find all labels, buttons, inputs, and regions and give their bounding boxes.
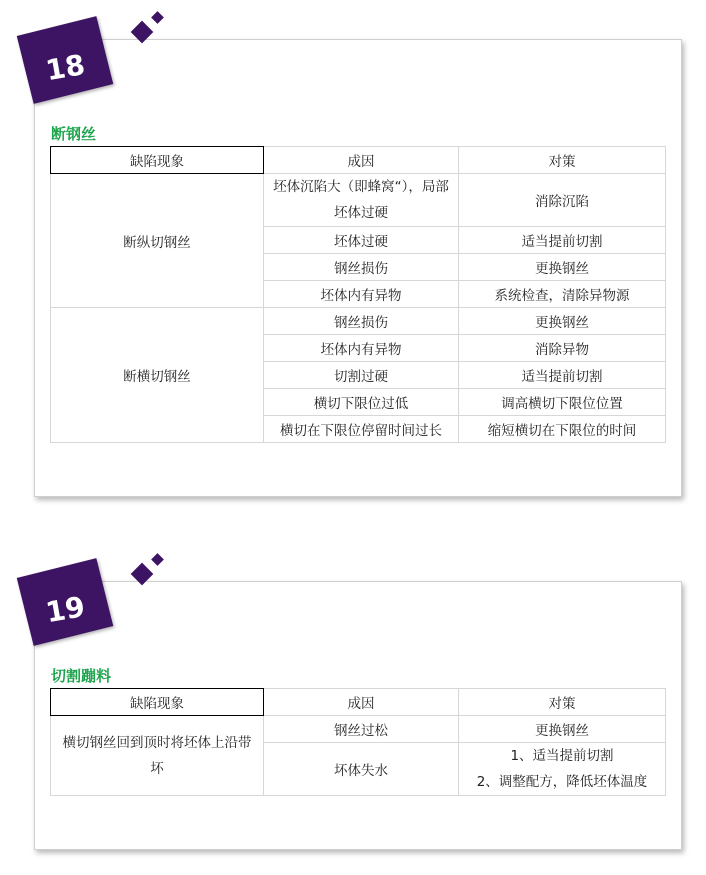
remedy-cell: 更换钢丝 bbox=[459, 716, 666, 743]
header-remedy: 对策 bbox=[459, 689, 666, 716]
remedy-cell: 消除异物 bbox=[459, 335, 666, 362]
remedy-cell: 缩短横切在下限位的时间 bbox=[459, 416, 666, 443]
section-title: 切割蹦料 bbox=[51, 667, 112, 685]
cause-cell: 钢丝损伤 bbox=[264, 254, 459, 281]
diamond-small-decoration bbox=[151, 553, 164, 566]
cause-cell: 钢丝损伤 bbox=[264, 308, 459, 335]
cause-cell: 横切在下限位停留时间过长 bbox=[264, 416, 459, 443]
table-row bbox=[51, 174, 666, 227]
cause-cell: 钢丝过松 bbox=[264, 716, 459, 743]
cause-cell: 坏体失水 bbox=[264, 743, 459, 796]
remedy-cell: 适当提前切割 bbox=[459, 362, 666, 389]
header-cause: 成因 bbox=[264, 147, 459, 174]
remedy-cell: 消除沉陷 bbox=[459, 174, 666, 227]
section-number: 18 bbox=[43, 48, 88, 88]
remedy-line: 2、调整配方，降低坯体温度 bbox=[476, 774, 648, 790]
remedy-cell: 系统检查，清除异物源 bbox=[459, 281, 666, 308]
defect-table-18 bbox=[50, 146, 666, 443]
defect-cell: 断纵切钢丝 bbox=[51, 174, 264, 308]
cause-cell: 坯体沉陷大（即蜂窝“），局部坯体过硬 bbox=[264, 174, 459, 227]
table-header-row bbox=[51, 147, 666, 174]
cause-cell: 切割过硬 bbox=[264, 362, 459, 389]
cause-cell: 坯体内有异物 bbox=[264, 335, 459, 362]
table-row bbox=[51, 308, 666, 335]
remedy-line: 1、适当提前切割 bbox=[510, 748, 614, 764]
header-cause: 成因 bbox=[264, 689, 459, 716]
defect-cell: 断横切钢丝 bbox=[51, 308, 264, 443]
section-title: 断钢丝 bbox=[51, 125, 97, 143]
header-defect: 缺陷现象 bbox=[51, 147, 264, 174]
diamond-small-decoration bbox=[151, 11, 164, 24]
header-defect: 缺陷现象 bbox=[51, 689, 264, 716]
remedy-cell: 更换钢丝 bbox=[459, 254, 666, 281]
defect-table-19 bbox=[50, 688, 666, 796]
remedy-cell bbox=[459, 743, 666, 796]
defect-cell: 横切钢丝回到顶时将坯体上沿带坏 bbox=[51, 716, 264, 796]
remedy-cell: 调高横切下限位位置 bbox=[459, 389, 666, 416]
cause-cell: 坯体内有异物 bbox=[264, 281, 459, 308]
remedy-cell: 适当提前切割 bbox=[459, 227, 666, 254]
cause-cell: 坯体过硬 bbox=[264, 227, 459, 254]
header-remedy: 对策 bbox=[459, 147, 666, 174]
table-row bbox=[51, 716, 666, 743]
cause-cell: 横切下限位过低 bbox=[264, 389, 459, 416]
remedy-cell: 更换钢丝 bbox=[459, 308, 666, 335]
section-number: 19 bbox=[43, 590, 88, 630]
table-header-row bbox=[51, 689, 666, 716]
